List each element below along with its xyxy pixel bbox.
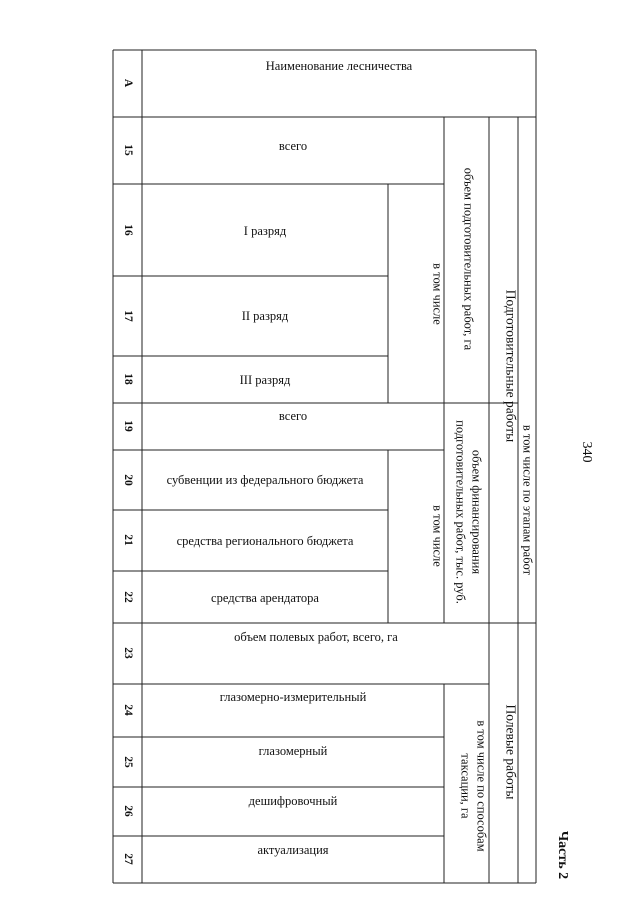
row-label: средства регионального бюджета — [176, 534, 354, 548]
group-preparatory-works: Подготовительные работы — [503, 289, 519, 443]
row-number: 24 — [122, 704, 134, 716]
row-number: 21 — [122, 534, 134, 546]
group-prep-finance-line2: подготовительных работ, тыс. руб. — [453, 420, 468, 604]
row-label: объем полевых работ, всего, га — [234, 630, 398, 644]
row-label: дешифровочный — [248, 794, 338, 808]
row-label: I разряд — [243, 224, 287, 238]
group-taxation-line1: в том числе по способам — [474, 720, 489, 852]
row-number: 22 — [122, 591, 134, 603]
row-label: средства арендатора — [211, 591, 319, 605]
column-name-header: Наименование лесничества — [265, 59, 413, 73]
group-field-works: Полевые работы — [503, 704, 519, 800]
row-label: всего — [278, 409, 308, 423]
column-code: А — [122, 78, 134, 88]
row-number: 20 — [122, 474, 134, 486]
row-number: 16 — [122, 224, 134, 236]
row-label: актуализация — [257, 843, 329, 857]
group-taxation-line2: таксации, га — [458, 753, 473, 819]
row-number: 18 — [122, 373, 134, 385]
row-number: 19 — [122, 420, 134, 432]
row-label: III разряд — [239, 373, 291, 387]
group-prep-volume: объем подготовительных работ, га — [461, 167, 476, 351]
part-label: Часть 2 — [555, 830, 570, 880]
page-number: 340 — [579, 441, 594, 463]
row-label: II разряд — [241, 309, 289, 323]
row-label: всего — [278, 139, 308, 153]
group-by-work-stages: в том числе по этапам работ — [520, 424, 535, 576]
group-prep-finance-line1: объем финансирования — [469, 449, 484, 575]
group-in-number-prep-finance: в том числе — [430, 505, 445, 567]
row-number: 23 — [122, 647, 134, 659]
row-number: 26 — [122, 805, 134, 817]
row-number: 17 — [122, 310, 134, 322]
row-number: 27 — [122, 853, 134, 865]
row-number: 25 — [122, 756, 134, 768]
row-label: глазомерно-измерительный — [219, 690, 367, 704]
row-number: 15 — [122, 144, 134, 156]
row-label: субвенции из федерального бюджета — [166, 473, 364, 487]
group-in-number-prep-volume: в том числе — [430, 263, 445, 325]
row-label: глазомерный — [258, 744, 328, 758]
